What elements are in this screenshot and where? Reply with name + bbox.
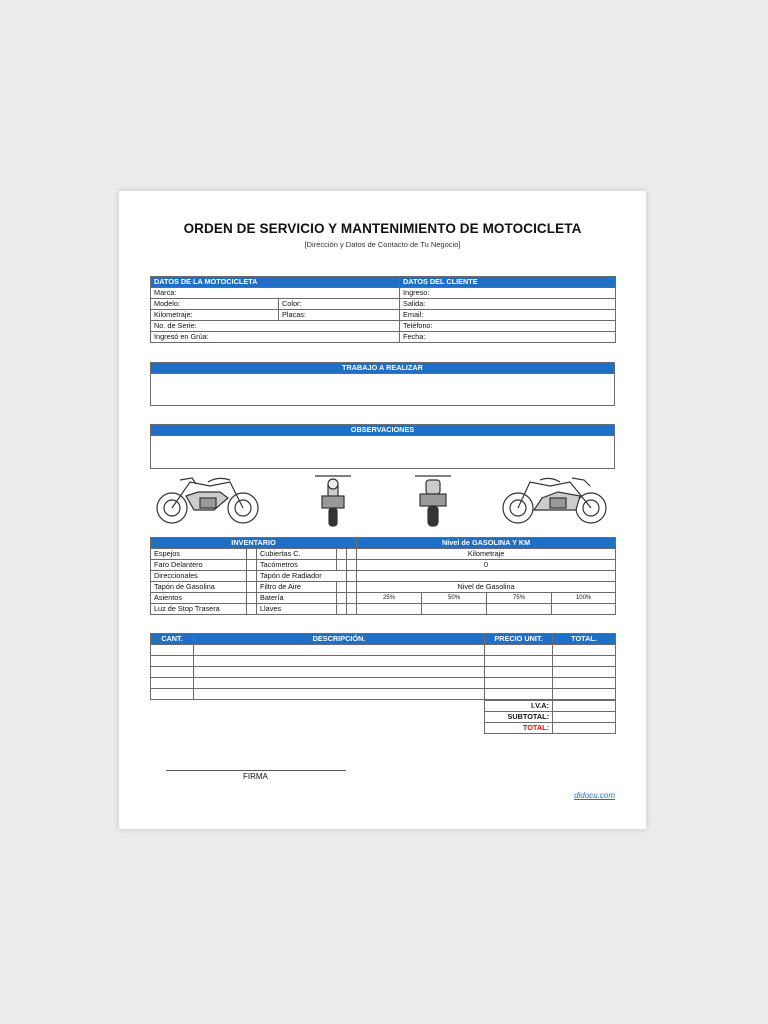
inventory-check[interactable]	[337, 560, 347, 571]
inventory-check[interactable]	[337, 593, 347, 604]
cell[interactable]	[485, 689, 553, 700]
signature-label: FIRMA	[243, 772, 268, 781]
inventory-item: Faro Delantero	[151, 560, 247, 571]
cell[interactable]	[553, 656, 616, 667]
fuel-blank-cell	[487, 604, 552, 615]
inventory-check[interactable]	[337, 549, 347, 560]
table-row	[151, 667, 616, 678]
col-precio: PRECIO UNIT.	[485, 634, 553, 645]
order-sheet	[119, 191, 646, 829]
subtotal-value[interactable]	[553, 712, 616, 723]
telefono-field[interactable]: Teléfono:	[400, 321, 616, 332]
motorcycle-left-side-icon	[157, 478, 258, 523]
fuel-level-75[interactable]: 75%	[487, 593, 552, 604]
fuel-header: Nivel de GASOLINA Y KM	[357, 538, 616, 549]
subtotal-label: SUBTOTAL:	[485, 712, 553, 723]
motorcycle-right-side-icon	[503, 478, 606, 523]
cell[interactable]	[194, 667, 485, 678]
ingreso-field[interactable]: Ingreso:	[400, 288, 616, 299]
cell[interactable]	[485, 645, 553, 656]
iva-label: I.V.A:	[485, 701, 553, 712]
cell[interactable]	[151, 689, 194, 700]
inventory-item: Tapón de Gasolina	[151, 582, 247, 593]
cell[interactable]	[151, 656, 194, 667]
grua-field[interactable]: Ingresó en Grúa:	[151, 332, 400, 343]
total-value[interactable]	[553, 723, 616, 734]
inventory-table	[150, 537, 616, 615]
cell[interactable]	[194, 656, 485, 667]
inventory-item: Asientos	[151, 593, 247, 604]
fuel-blank-cell	[357, 604, 422, 615]
business-contact-placeholder: [Dirección y Datos de Contacto de Tu Negocio]	[304, 240, 461, 249]
signature-line[interactable]	[166, 770, 346, 771]
inventory-check[interactable]	[337, 582, 347, 593]
work-header: TRABAJO A REALIZAR	[151, 363, 614, 373]
cell[interactable]	[553, 667, 616, 678]
work-section	[150, 362, 615, 406]
inventory-item: Direccionales	[151, 571, 247, 582]
page-title: ORDEN DE SERVICIO Y MANTENIMIENTO DE MOTOCICLETA	[183, 221, 582, 236]
motorcycle-rear-icon	[415, 476, 451, 526]
cell[interactable]	[553, 689, 616, 700]
col-cant: CANT.	[151, 634, 194, 645]
moto-header: DATOS DE LA MOTOCICLETA	[151, 277, 400, 288]
iva-value[interactable]	[553, 701, 616, 712]
cell[interactable]	[194, 678, 485, 689]
fuel-blank-cell	[552, 604, 616, 615]
inventory-check[interactable]	[247, 560, 257, 571]
work-textarea[interactable]	[151, 373, 614, 407]
inventory-item: Tapón de Radiador	[257, 571, 347, 582]
km-label: Kilometraje	[357, 549, 616, 560]
inventory-check[interactable]	[347, 549, 357, 560]
placas-field[interactable]: Placas:	[279, 310, 400, 321]
cell[interactable]	[151, 667, 194, 678]
observations-section	[150, 424, 615, 469]
cell[interactable]	[194, 645, 485, 656]
totals-table	[484, 700, 616, 734]
salida-field[interactable]: Salida:	[400, 299, 616, 310]
inventory-item: Espejos	[151, 549, 247, 560]
cell[interactable]	[151, 678, 194, 689]
inventory-check[interactable]	[347, 560, 357, 571]
inventory-check[interactable]	[247, 549, 257, 560]
cell[interactable]	[485, 667, 553, 678]
cell[interactable]	[553, 678, 616, 689]
email-field[interactable]: Email:	[400, 310, 616, 321]
vehicle-client-table	[150, 276, 616, 343]
cell[interactable]	[151, 645, 194, 656]
observations-header: OBSERVACIONES	[151, 425, 614, 435]
fuel-blank-row	[357, 571, 616, 582]
table-row	[151, 689, 616, 700]
fuel-level-25[interactable]: 25%	[357, 593, 422, 604]
observations-textarea[interactable]	[151, 435, 614, 470]
inventory-item: Cubiertas C.	[257, 549, 337, 560]
marca-field[interactable]: Marca:	[151, 288, 400, 299]
inventory-check[interactable]	[347, 582, 357, 593]
inventory-check[interactable]	[347, 604, 357, 615]
inventory-item: Luz de Stop Trasera	[151, 604, 247, 615]
modelo-field[interactable]: Modelo:	[151, 299, 279, 310]
fuel-blank-cell	[422, 604, 487, 615]
cell[interactable]	[485, 656, 553, 667]
inventory-item: Batería	[257, 593, 337, 604]
fuel-level-label: Nivel de Gasolina	[357, 582, 616, 593]
km-value-field[interactable]: 0	[357, 560, 616, 571]
color-field[interactable]: Color:	[279, 299, 400, 310]
serie-field[interactable]: No. de Serie:	[151, 321, 400, 332]
col-total: TOTAL.	[553, 634, 616, 645]
brand-link[interactable]: didocu.com	[574, 791, 615, 800]
cell[interactable]	[194, 689, 485, 700]
inventory-check[interactable]	[337, 604, 347, 615]
motorcycle-diagrams	[150, 470, 615, 530]
inventory-item: Tacómetros	[257, 560, 337, 571]
total-label: TOTAL:	[485, 723, 553, 734]
inventory-check[interactable]	[347, 593, 357, 604]
inventory-header: INVENTARIO	[151, 538, 357, 549]
items-table	[150, 633, 616, 700]
inventory-check[interactable]	[247, 582, 257, 593]
fecha-field[interactable]: Fecha:	[400, 332, 616, 343]
table-row	[151, 656, 616, 667]
fuel-level-50[interactable]: 50%	[422, 593, 487, 604]
table-row	[151, 678, 616, 689]
inventory-item: Filtro de Aire	[257, 582, 337, 593]
inventory-check[interactable]	[247, 604, 257, 615]
cell[interactable]	[553, 645, 616, 656]
table-row	[151, 645, 616, 656]
cell[interactable]	[485, 678, 553, 689]
inventory-item: Llaves	[257, 604, 337, 615]
inventory-check[interactable]	[247, 571, 257, 582]
inventory-check[interactable]	[347, 571, 357, 582]
client-header: DATOS DEL CLIENTE	[400, 277, 616, 288]
inventory-check[interactable]	[247, 593, 257, 604]
col-descripcion: DESCRIPCIÓN.	[194, 634, 485, 645]
kilometraje-field[interactable]: Kilometraje:	[151, 310, 279, 321]
fuel-level-100[interactable]: 100%	[552, 593, 616, 604]
motorcycle-front-icon	[315, 476, 351, 526]
